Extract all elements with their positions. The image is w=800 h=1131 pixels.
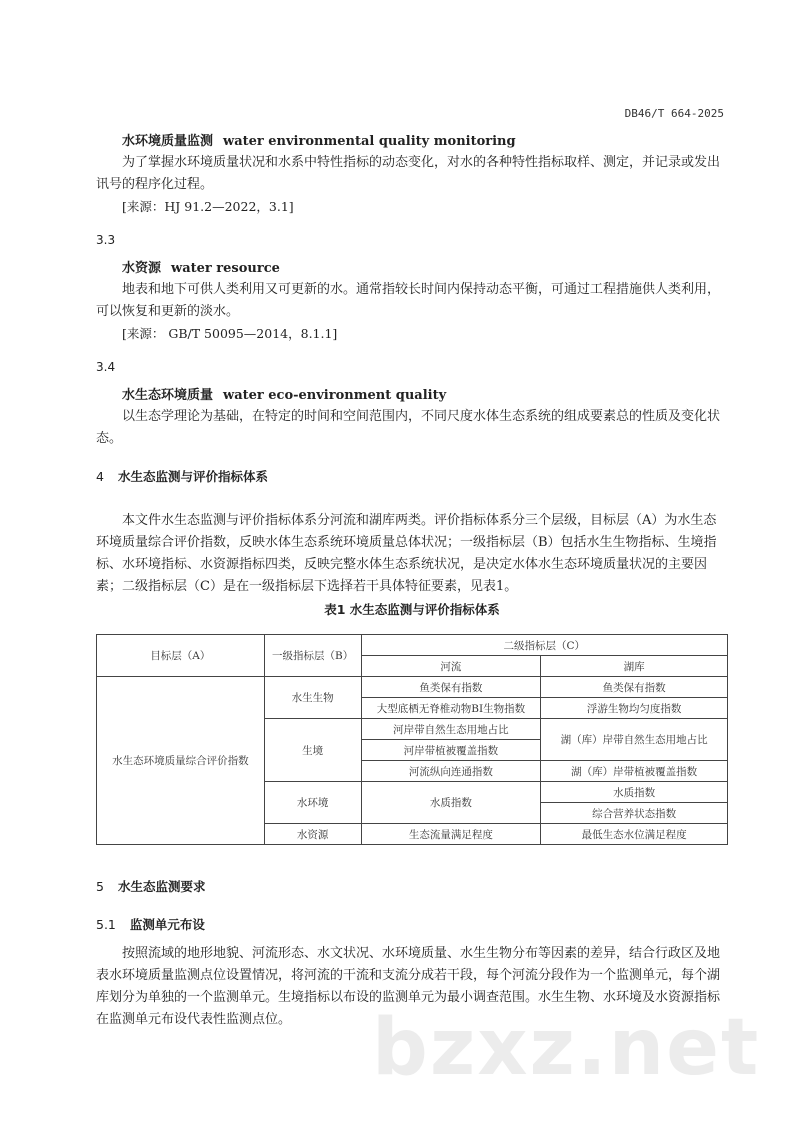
section-title: 水生态监测要求: [117, 879, 206, 894]
header-river: 河流: [361, 656, 541, 677]
term-heading: [122, 385, 754, 407]
section-number: 5: [96, 879, 104, 894]
header-level1: 一级指标层（B）: [264, 635, 361, 677]
subsection-heading: [96, 914, 728, 936]
group-bio: 水生生物: [264, 677, 361, 719]
group-water-env: 水环境: [264, 782, 361, 824]
term-en: water resource: [171, 261, 280, 276]
lake-indicator: 水质指数: [541, 782, 728, 803]
section-number: 4: [96, 469, 104, 484]
term-definition: 以生态学理论为基础，在特定的时间和空间范围内，不同尺度水体生态系统的组成要素总的性质及变化状态。: [96, 409, 721, 446]
header-level2: 二级指标层（C）: [361, 635, 727, 656]
lake-indicator: 湖（库）岸带植被覆盖指数: [541, 761, 728, 782]
document-code: DB46/T 664-2025: [624, 107, 724, 120]
term-number: 3.4: [96, 360, 116, 374]
target-cell: 水生态环境质量综合评价指数: [97, 677, 265, 845]
section-title: 水生态监测与评价指标体系: [117, 469, 268, 484]
section-paragraph: 本文件水生态监测与评价指标体系分河流和湖库两类。评价指标体系分三个层级，目标层（A）为水生态环境质量综合评价指数，反映水体生态系统环境质量总体状况；一级指标层（B）包括水生生物指标、生境指标、水环境指标、水资源指标四类，反映完整水体生态系统状况，是决定水体水生态环境质量状况的主要因素；二级指标层（C）是在一级指标层下选择若干具体特征要素，见表1。: [96, 513, 717, 594]
term-en: water eco-environment quality: [223, 388, 447, 403]
group-water-res: 水资源: [264, 824, 361, 845]
term-zh: 水环境质量监测: [122, 134, 214, 149]
term-number: 3.3: [96, 233, 116, 247]
river-indicator: 生态流量满足程度: [361, 824, 541, 845]
river-indicator: 鱼类保有指数: [361, 677, 541, 698]
term-source: [来源： GB/T 50095—2014，8.1.1]: [122, 326, 338, 341]
subsection-number: 5.1: [96, 917, 116, 932]
term-definition: 地表和地下可供人类利用又可更新的水。通常指较长时间内保持动态平衡，可通过工程措施供人类利用，可以恢复和更新的淡水。: [96, 282, 721, 319]
lake-indicator: 浮游生物均匀度指数: [541, 698, 728, 719]
section-heading: [96, 466, 728, 488]
term-zh: 水资源: [122, 261, 162, 276]
lake-indicator: 湖（库）岸带自然生态用地占比: [541, 719, 728, 761]
river-indicator: 水质指数: [361, 782, 541, 824]
term-zh: 水生态环境质量: [122, 388, 214, 403]
watermark: bzxz.net: [372, 1003, 761, 1093]
header-lake: 湖库: [541, 656, 728, 677]
river-indicator: 河岸带自然生态用地占比: [361, 719, 541, 740]
header-target: 目标层（A）: [97, 635, 265, 677]
section-heading: [96, 876, 728, 898]
lake-indicator: 综合营养状态指数: [541, 803, 728, 824]
term-source: [来源：HJ 91.2—2022，3.1]: [122, 199, 294, 214]
lake-indicator: 最低生态水位满足程度: [541, 824, 728, 845]
term-heading: [122, 258, 754, 280]
subsection-title: 监测单元布设: [129, 917, 205, 932]
river-indicator: 河流纵向连通指数: [361, 761, 541, 782]
river-indicator: 大型底栖无脊椎动物BI生物指数: [361, 698, 541, 719]
term-en: water environmental quality monitoring: [223, 134, 516, 149]
group-habitat: 生境: [264, 719, 361, 782]
lake-indicator: 鱼类保有指数: [541, 677, 728, 698]
term-heading: [122, 131, 754, 153]
subsection-paragraph: 按照流域的地形地貌、河流形态、水文状况、水环境质量、水生生物分布等因素的差异，结合行政区及地表水环境质量监测点位设置情况，将河流的干流和支流分成若干段，每个河流分段作为一个监测单元，每个湖库划分为单独的一个监测单元。生境指标以布设的监测单元为最小调查范围。水生生物、水环境及水资源指标在监测单元布设代表性监测点位。: [96, 946, 721, 1027]
indicator-table: [96, 634, 728, 845]
term-definition: 为了掌握水环境质量状况和水系中特性指标的动态变化，对水的各种特性指标取样、测定，并记录或发出讯号的程序化过程。: [96, 155, 721, 192]
river-indicator: 河岸带植被覆盖指数: [361, 740, 541, 761]
table-caption: 表1 水生态监测与评价指标体系: [324, 602, 500, 617]
